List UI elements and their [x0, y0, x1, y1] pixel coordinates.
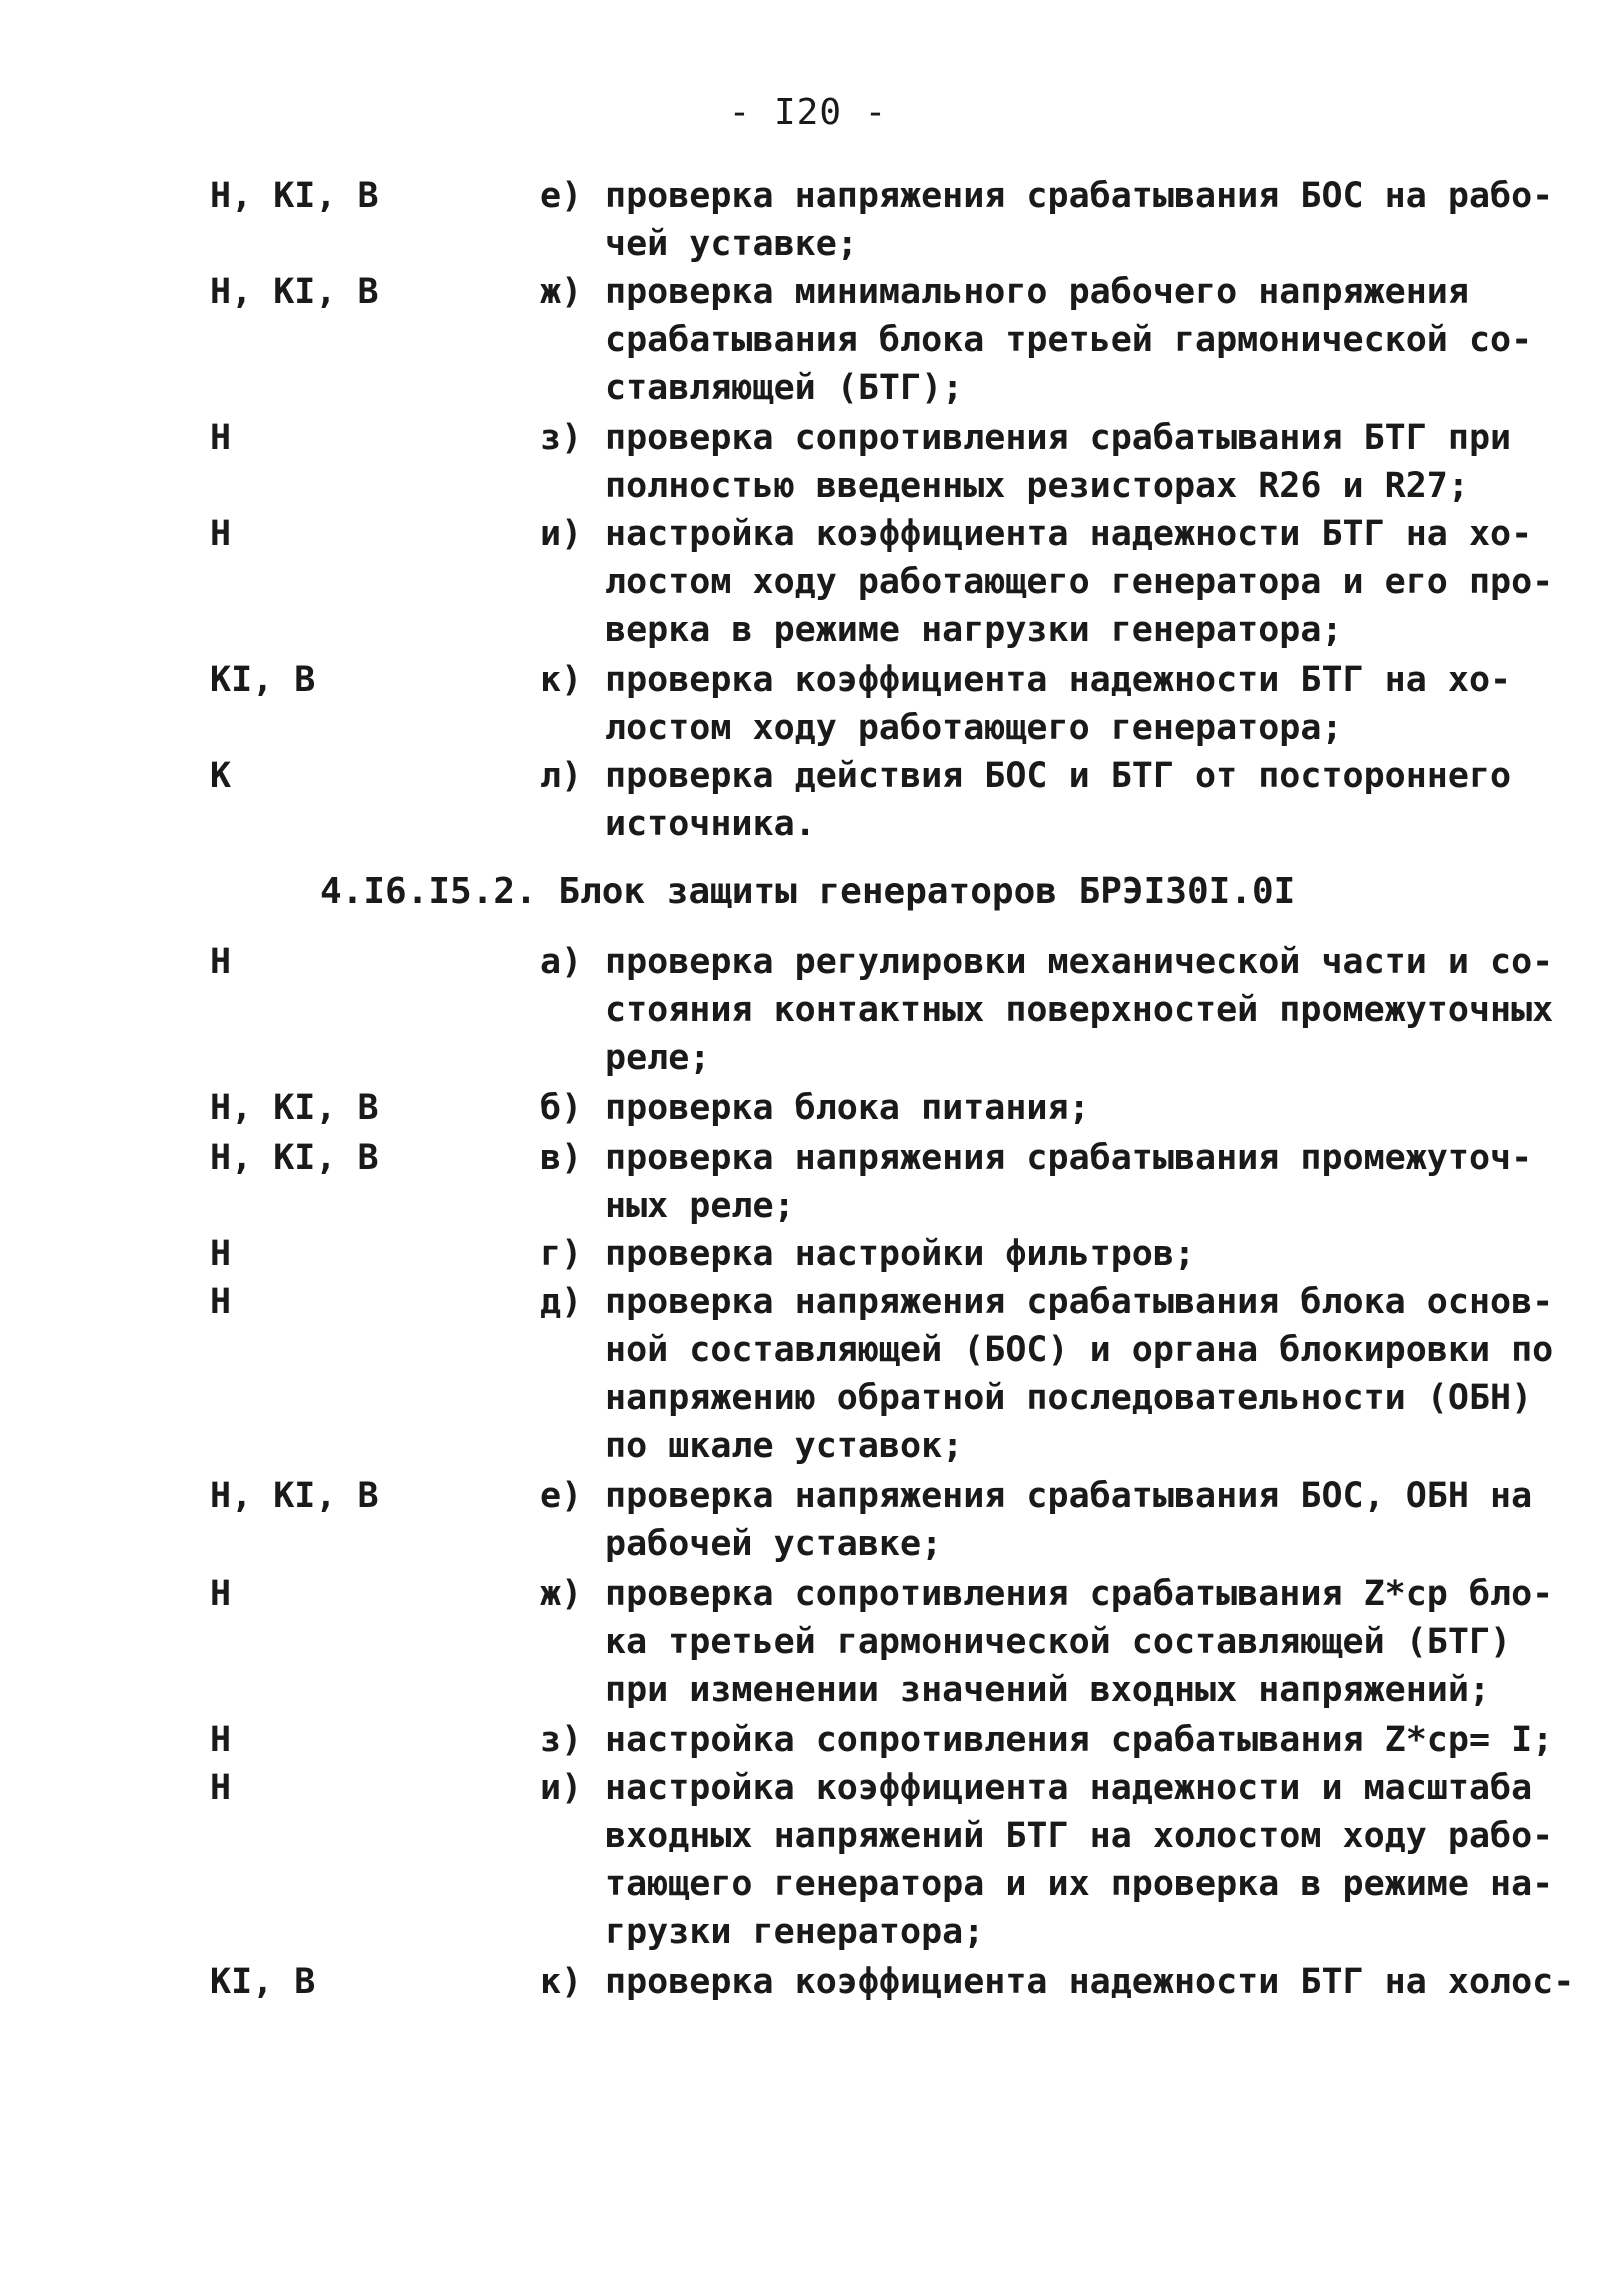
text-line: проверка коэффициента надежности БТГ на хо- [605, 660, 1512, 700]
text-line: верка в режиме нагрузки генератора; [605, 610, 1343, 650]
text-line: проверка сопротивления срабатывания БТГ при [605, 418, 1512, 458]
item-letter: к) [540, 1962, 583, 2002]
check-codes: Н [210, 1768, 232, 1808]
text-line: источника. [605, 804, 816, 844]
text-line: проверка напряжения срабатывания БОС, ОБН на [605, 1476, 1533, 1516]
item-letter: л) [540, 756, 583, 796]
item-letter: д) [540, 1282, 583, 1322]
text-line: тающего генератора и их проверка в режиме на- [605, 1864, 1554, 1904]
check-codes: Н, КI, В [210, 1476, 379, 1516]
item-letter: к) [540, 660, 583, 700]
text-line: чей уставке; [605, 224, 858, 264]
text-line: проверка действия БОС и БТГ от постороннего [605, 756, 1512, 796]
item-letter: з) [540, 418, 583, 458]
check-codes: К [210, 756, 232, 796]
check-codes: Н, КI, В [210, 1138, 379, 1178]
item-text [605, 1958, 1575, 2006]
text-line: ной составляющей (БОС) и органа блокировки по [605, 1330, 1554, 1370]
check-codes: Н [210, 1574, 232, 1614]
item-text [605, 656, 1525, 752]
item-text [605, 1134, 1533, 1230]
text-line: по шкале уставок; [605, 1426, 964, 1466]
check-codes: Н [210, 418, 232, 458]
text-line: реле; [605, 1038, 711, 1078]
item-letter: в) [540, 1138, 583, 1178]
item-text [605, 1764, 1554, 1956]
text-line: рабочей уставке; [605, 1524, 943, 1564]
text-line: проверка напряжения срабатывания промежуточ- [605, 1138, 1533, 1178]
check-codes: Н, КI, В [210, 1088, 379, 1128]
check-codes: Н [210, 514, 232, 554]
text-line: полностью введенных резисторах R26 и R27; [605, 466, 1469, 506]
text-line: проверка настройки фильтров; [605, 1234, 1196, 1274]
item-text [605, 1230, 1525, 1278]
item-letter: г) [540, 1234, 583, 1274]
text-line: проверка напряжения срабатывания блока основ- [605, 1282, 1554, 1322]
item-text [605, 172, 1554, 268]
text-line: лостом ходу работающего генератора; [605, 708, 1343, 748]
text-line: ставляющей (БТГ); [605, 368, 964, 408]
text-line: ка третьей гармонической составляющей (БТГ) [605, 1622, 1512, 1662]
section-heading: 4.I6.I5.2. Блок защиты генераторов БРЭI30I.0I [320, 871, 1296, 912]
item-text [605, 1472, 1533, 1568]
item-text [605, 1570, 1554, 1714]
text-line: проверка минимального рабочего напряжения [605, 272, 1469, 312]
item-text [605, 1278, 1554, 1470]
check-codes: Н, КI, В [210, 176, 379, 216]
check-codes: Н [210, 1282, 232, 1322]
text-line: настройка коэффициента надежности БТГ на хо- [605, 514, 1533, 554]
text-line: грузки генератора; [605, 1912, 985, 1952]
item-text [605, 414, 1525, 510]
check-codes: Н [210, 1720, 232, 1760]
item-letter: ж) [540, 1574, 583, 1614]
text-line: проверка коэффициента надежности БТГ на холос- [605, 1962, 1575, 2002]
item-text [605, 752, 1525, 848]
item-letter: б) [540, 1088, 583, 1128]
text-line: стояния контактных поверхностей промежуточных [605, 990, 1554, 1030]
item-text [605, 938, 1554, 1082]
item-text [605, 1084, 1525, 1132]
item-letter: ж) [540, 272, 583, 312]
item-letter: е) [540, 176, 583, 216]
text-line: проверка сопротивления срабатывания Z*ср бло- [605, 1574, 1554, 1614]
text-line: проверка регулировки механической части и со- [605, 942, 1554, 982]
item-text [605, 1716, 1554, 1764]
item-text [605, 510, 1554, 654]
text-line: лостом ходу работающего генератора и его про- [605, 562, 1554, 602]
text-line: срабатывания блока третьей гармонической со- [605, 320, 1533, 360]
item-letter: е) [540, 1476, 583, 1516]
text-line: настройка сопротивления срабатывания Z*ср= I; [605, 1720, 1554, 1760]
item-letter: и) [540, 514, 583, 554]
check-codes: Н [210, 942, 232, 982]
text-line: напряжению обратной последовательности (ОБН) [605, 1378, 1533, 1418]
page-number: - I20 - [728, 92, 888, 133]
check-codes: КI, В [210, 1962, 316, 2002]
item-text [605, 268, 1533, 412]
text-line: настройка коэффициента надежности и масштаба [605, 1768, 1533, 1808]
check-codes: Н [210, 1234, 232, 1274]
item-letter: а) [540, 942, 583, 982]
check-codes: Н, КI, В [210, 272, 379, 312]
check-codes: КI, В [210, 660, 316, 700]
item-letter: и) [540, 1768, 583, 1808]
text-line: ных реле; [605, 1186, 795, 1226]
text-line: проверка напряжения срабатывания БОС на рабо- [605, 176, 1554, 216]
item-letter: з) [540, 1720, 583, 1760]
text-line: входных напряжений БТГ на холостом ходу рабо- [605, 1816, 1554, 1856]
text-line: при изменении значений входных напряжений; [605, 1670, 1491, 1710]
text-line: проверка блока питания; [605, 1088, 1090, 1128]
